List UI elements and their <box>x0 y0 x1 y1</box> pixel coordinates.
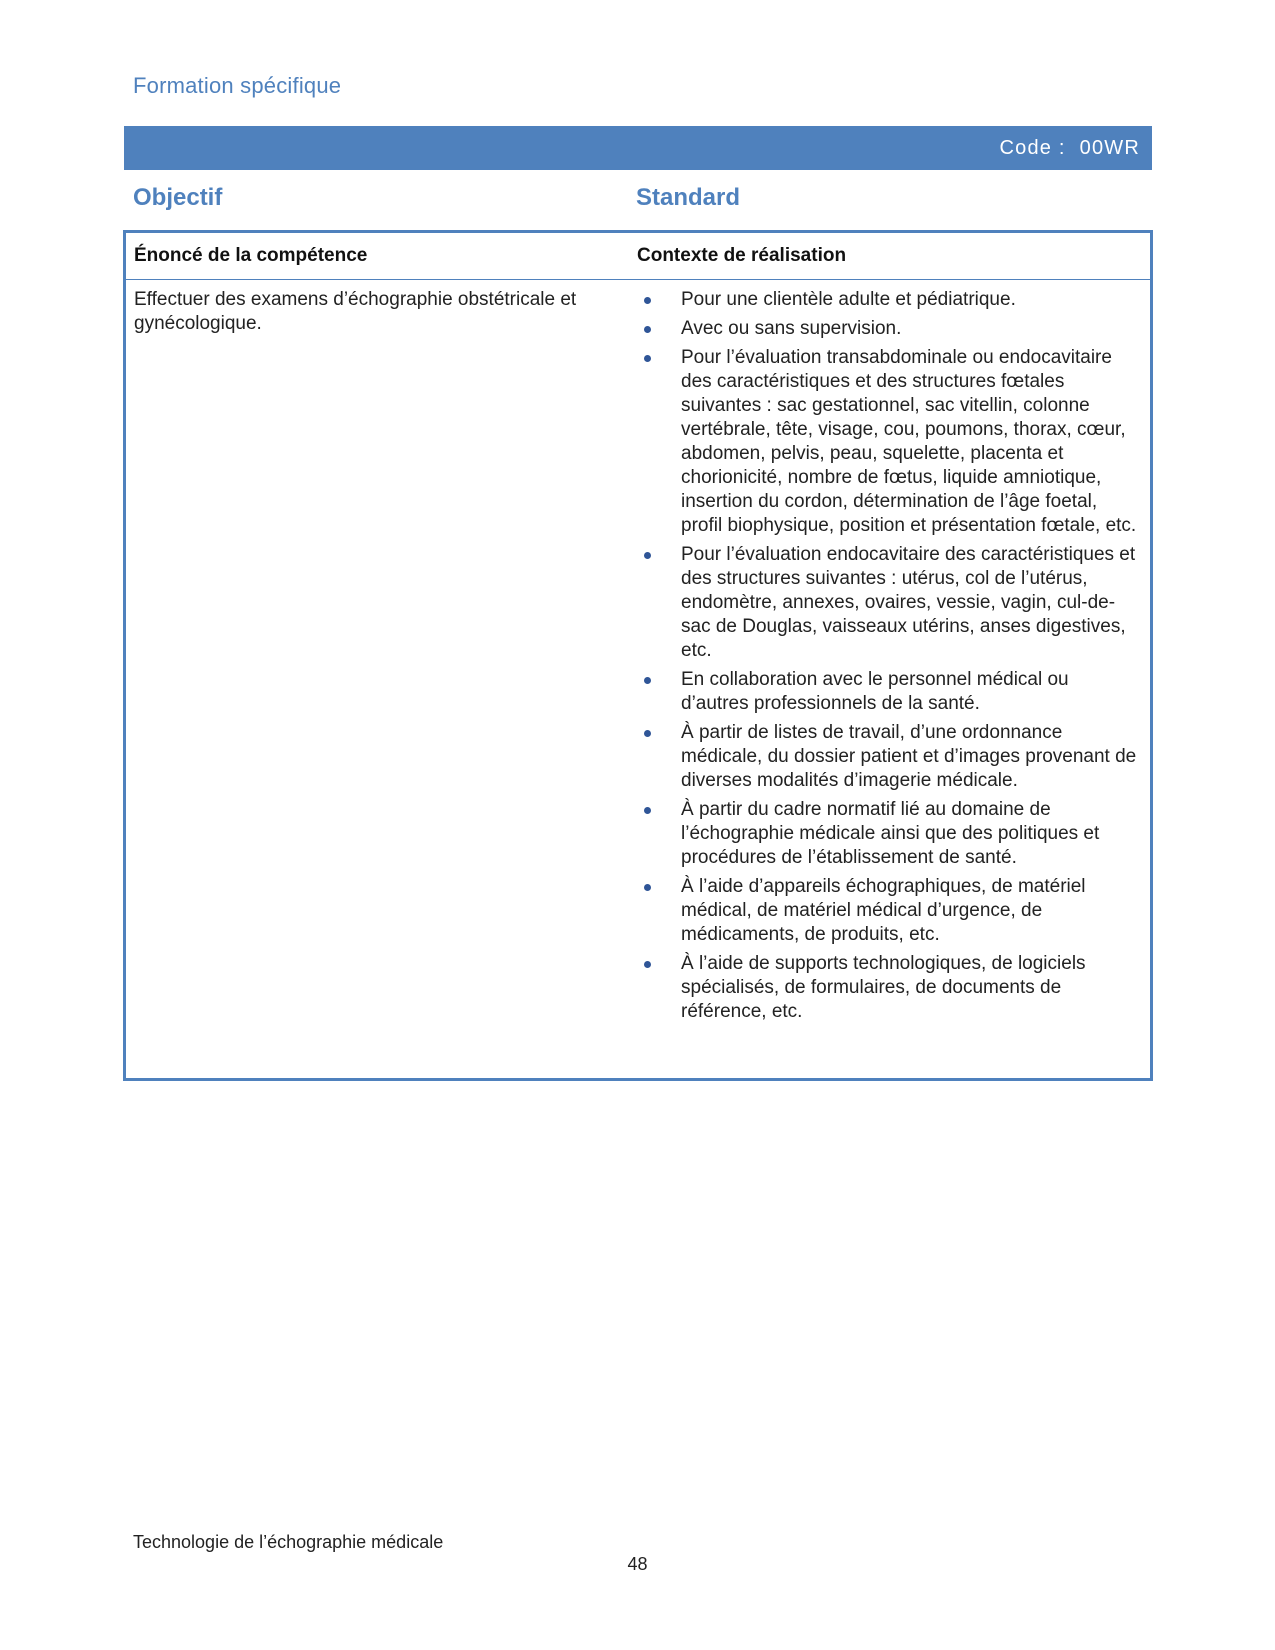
context-list <box>637 288 1137 1029</box>
context-list-item <box>637 346 1137 538</box>
section-label: Formation spécifique <box>133 73 342 98</box>
context-item-text: À l’aide d’appareils échographiques, de matériel médical, de matériel médical d’urgence, de médicaments, de produits, etc. <box>681 876 1086 945</box>
bullet-icon <box>644 807 651 814</box>
footer-title: Technologie de l’échographie médicale <box>133 1532 444 1552</box>
page-number: 48 <box>627 1554 648 1574</box>
objectif-title: Objectif <box>133 184 223 211</box>
context-item-text: Pour l’évaluation transabdominale ou endocavitaire des caractéristiques et des structures fœtales suivantes : sac gestationnel, sac vitellin, colonne vertébrale, tête, visage, cou, poumons, thorax, cœur, abdomen, pelvis, peau, squelette, placenta et chorionicité, nombre de fœtus, liquide amniotique, insertion du cordon, détermination de l’âge foetal, profil biophysique, position et présentation fœtale, etc. <box>681 347 1137 536</box>
context-item-text: Pour l’évaluation endocavitaire des caractéristiques et des structures suivantes : utérus, col de l’utérus, endomètre, annexes, ovaires, vessie, vagin, cul-de-sac de Douglas, vaisseaux utérins, anses digestives, etc. <box>681 544 1136 661</box>
context-header: Contexte de réalisation <box>637 245 847 266</box>
context-list-item <box>637 721 1137 793</box>
table-header-row <box>126 233 1150 280</box>
competence-table <box>123 230 1153 1081</box>
bullet-icon <box>644 730 651 737</box>
context-item-text: Avec ou sans supervision. <box>681 318 902 339</box>
context-list-item <box>637 543 1137 663</box>
context-list-item <box>637 668 1137 716</box>
bullet-icon <box>644 552 651 559</box>
context-item-text: Pour une clientèle adulte et pédiatrique. <box>681 289 1016 310</box>
context-list-item <box>637 875 1137 947</box>
context-list-item <box>637 317 1137 341</box>
context-item-text: En collaboration avec le personnel médical ou d’autres professionnels de la santé. <box>681 669 1069 714</box>
bullet-icon <box>644 884 651 891</box>
competence-statement: Effectuer des examens d’échographie obstétricale et gynécologique. <box>134 289 577 334</box>
bullet-icon <box>644 297 651 304</box>
context-list-item <box>637 952 1137 1024</box>
bullet-icon <box>644 961 651 968</box>
context-list-item <box>637 288 1137 312</box>
context-list-item <box>637 798 1137 870</box>
bullet-icon <box>644 355 651 362</box>
standard-title: Standard <box>636 184 741 211</box>
code-label: Code : <box>999 136 1066 159</box>
statement-header: Énoncé de la compétence <box>134 245 368 266</box>
context-item-text: À partir de listes de travail, d’une ordonnance médicale, du dossier patient et d’images provenant de diverses modalités d’imagerie médicale. <box>681 722 1137 791</box>
context-item-text: À l’aide de supports technologiques, de logiciels spécialisés, de formulaires, de documents de référence, etc. <box>681 953 1086 1022</box>
context-item-text: À partir du cadre normatif lié au domaine de l’échographie médicale ainsi que des politiques et procédures de l’établissement de santé. <box>681 799 1100 868</box>
code-value: 00WR <box>1079 136 1140 159</box>
code-bar <box>124 126 1152 170</box>
bullet-icon <box>644 677 651 684</box>
bullet-icon <box>644 326 651 333</box>
